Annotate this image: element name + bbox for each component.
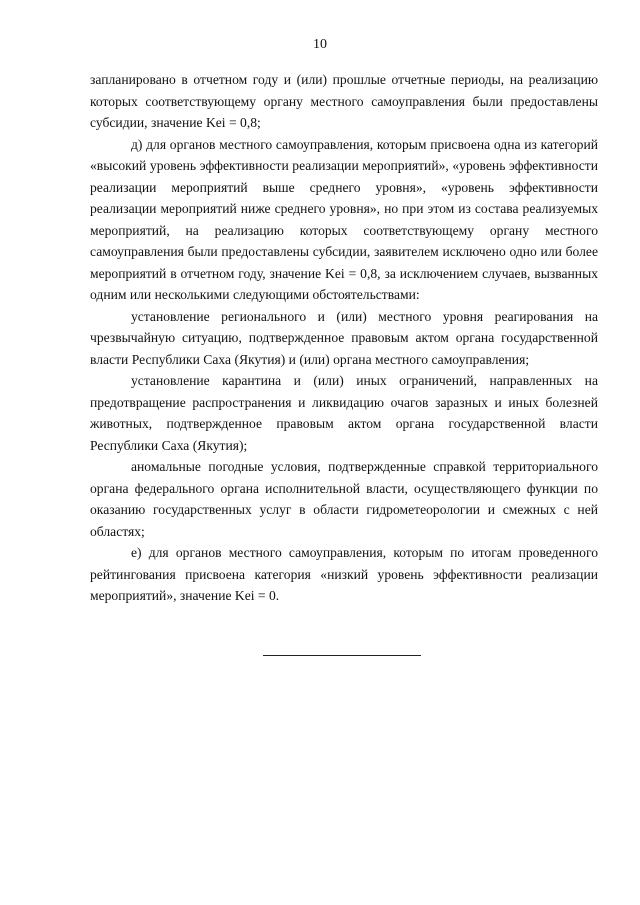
paragraph-emergency-response: установление регионального и (или) местного уровня реагирования на чрезвычайную ситуацию, подтвержденное правовым актом органа государственной власти Республики Саха (Якутия) и (или) органа местного самоуправления; xyxy=(90,308,598,367)
paragraph-weather-conditions: аномальные погодные условия, подтвержденные справкой территориального органа федерального органа исполнительной власти, осуществляющего функции по оказанию государственных услуг в области гидрометеорологии и смежных с ней областях; xyxy=(90,459,598,539)
page-number: 10 xyxy=(313,37,327,52)
paragraph-continuation: запланировано в отчетном году и (или) прошлые отчетные периоды, на реализацию которых соответствующему органу местного самоуправления были предоставлены субсидии, значение Kei = 0,8; xyxy=(90,72,598,130)
paragraph-item-d: д) для органов местного самоуправления, которым присвоена одна из категорий «высокий уровень эффективности реализации мероприятий», «уровень эффективности реализации мероприятий выше среднего уровня», «уровень эффективности реализации мероприятий ниже среднего уровня», но при этом из состава реализуемых мероприятий, на реализацию которых соответствующему органу местного самоуправления были предоставлены субсидии, заявителем исключено одно или более мероприятий в отчетном году, значение Kei = 0,8, за исключением случаев, вызванных одним или несколькими следующими обстоятельствами: xyxy=(90,136,598,302)
closing-divider-line xyxy=(263,655,421,656)
paragraph-item-e: е) для органов местного самоуправления, которым по итогам проведенного рейтингования присвоена категория «низкий уровень эффективности реализации мероприятий», значение Kei = 0. xyxy=(90,545,598,603)
document-body xyxy=(90,69,598,607)
paragraph-quarantine: установление карантина и (или) иных ограничений, направленных на предотвращение распространения и ликвидацию очагов заразных и иных болезней животных, подтвержденное правовым актом органа государственной власти Республики Саха (Якутия); xyxy=(90,373,598,453)
